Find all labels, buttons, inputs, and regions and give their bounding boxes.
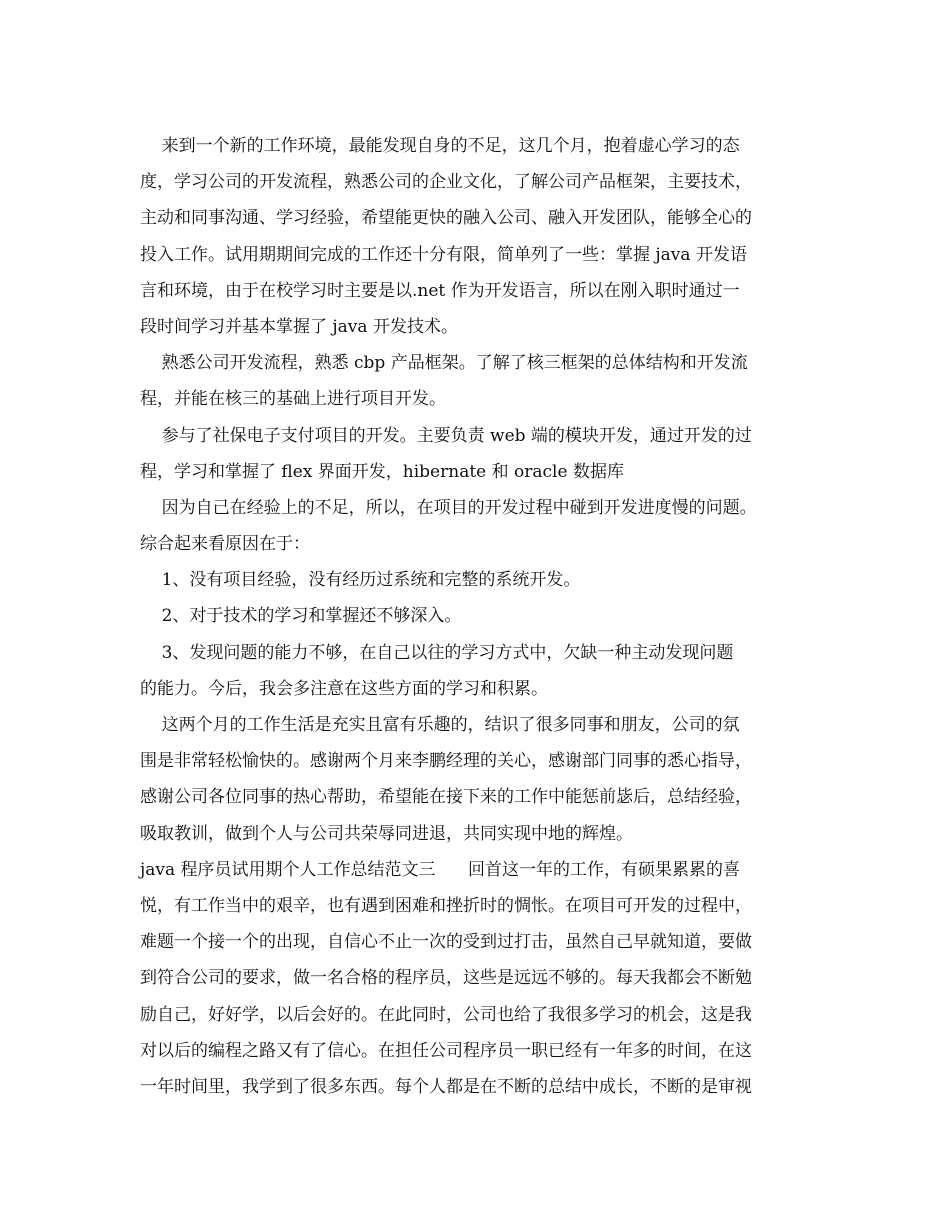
text-line: 言和环境，由于在校学习时主要是以.net 作为开发语言，所以在刚入职时通过一 — [140, 280, 740, 301]
text-line: 感谢公司各位同事的热心帮助，希望能在接下来的工作中能惩前毖后，总结经验， — [140, 787, 752, 808]
text-line: 吸取教训，做到个人与公司共荣辱同进退，共同实现中地的辉煌。 — [140, 823, 633, 844]
text-line: 一年时间里，我学到了很多东西。每个人都是在不断的总结中成长，不断的是审视 — [140, 1076, 752, 1097]
text-line: 来到一个新的工作环境，最能发现自身的不足，这几个月，抱着虚心学习的态 — [140, 136, 740, 156]
text-line: 对以后的编程之路又有了信心。在担任公司程序员一职已经有一年多的时间，在这 — [140, 1040, 752, 1061]
text-line: 难题一个接一个的出现，自信心不止一次的受到过打击，虽然自己早就知道，要做 — [140, 932, 752, 953]
text-line: 2、对于技术的学习和掌握还不够深入。 — [140, 606, 462, 627]
text-line: 投入工作。试用期期间完成的工作还十分有限，简单列了一些：掌握 java 开发语 — [140, 244, 747, 265]
text-line: 3、发现问题的能力不够，在自己以往的学习方式中，欠缺一种主动发现问题 — [140, 642, 734, 663]
text-line: 熟悉公司开发流程，熟悉 cbp 产品框架。了解了核三框架的总体结构和开发流 — [140, 353, 748, 374]
text-line: 综合起来看原因在于： — [140, 534, 310, 555]
text-line: 围是非常轻松愉快的。感谢两个月来李鹏经理的关心，感谢部门同事的悉心指导， — [140, 751, 752, 772]
text-line: 参与了社保电子支付项目的开发。主要负责 web 端的模块开发，通过开发的过 — [140, 425, 752, 446]
text-line: 段时间学习并基本掌握了 java 开发技术。 — [140, 316, 458, 337]
text-line: java 程序员试用期个人工作总结范文三 回首这一年的工作，有硕果累累的喜 — [140, 859, 740, 880]
text-line: 这两个月的工作生活是充实且富有乐趣的，结识了很多同事和朋友，公司的氛 — [140, 715, 740, 735]
text-line: 1、没有项目经验，没有经历过系统和完整的系统开发。 — [140, 570, 581, 591]
text-line: 度，学习公司的开发流程，熟悉公司的企业文化，了解公司产品框架，主要技术， — [140, 172, 752, 193]
text-line: 到符合公司的要求，做一名合格的程序员，这些是远远不够的。每天我都会不断勉 — [140, 968, 752, 989]
text-line: 因为自己在经验上的不足，所以，在项目的开发过程中碰到开发进度慢的问题。 — [140, 497, 757, 518]
text-line: 悦，有工作当中的艰辛，也有遇到困难和挫折时的惆怅。在项目可开发的过程中， — [140, 895, 752, 916]
text-line: 的能力。今后，我会多注意在这些方面的学习和积累。 — [140, 678, 548, 699]
text-line: 主动和同事沟通、学习经验，希望能更快的融入公司、融入开发团队，能够全心的 — [140, 208, 752, 229]
document-body — [140, 128, 825, 1105]
text-line: 励自己，好好学，以后会好的。在此同时，公司也给了我很多学习的机会，这是我 — [140, 1004, 752, 1025]
text-line: 程，学习和掌握了 flex 界面开发，hibernate 和 oracle 数据库 — [140, 461, 624, 482]
text-line: 程，并能在核三的基础上进行项目开发。 — [140, 389, 446, 410]
